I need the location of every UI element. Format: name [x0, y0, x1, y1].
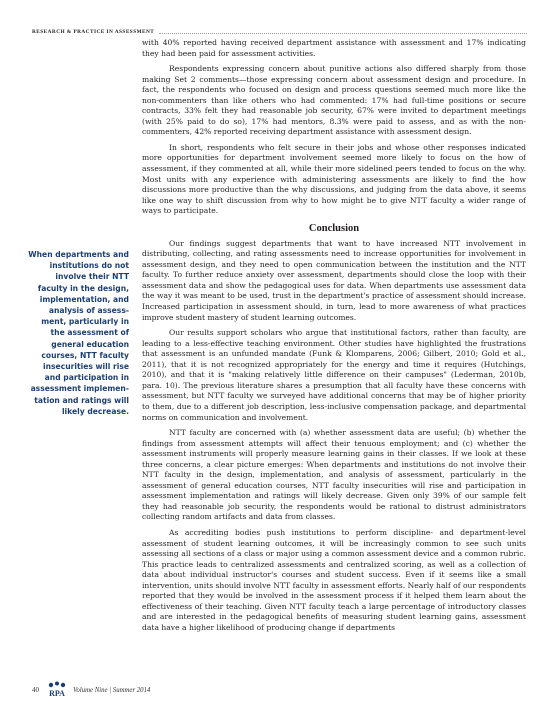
journal-issue: Volume Nine | Summer 2014 — [73, 686, 151, 694]
body-paragraph: NTT faculty are concerned with (a) whether assessment data are useful; (b) whether the findings from assessment attempts will affect their tenuous employment; and (c) whether the assessment instruments will properly measure learning gains in their classes. If we look at these three concerns, a clear picture emerges: When departments and institutions do not involve their NTT faculty in the design, implementation, and analysis of assessment, particularly in the assessment of general education courses, NTT faculty insecurities will rise and participation in assessment implementation and ratings will likely decrease. Given only 39% of our sample felt they had reasonable job security, the respondents would be rational to distrust administrators collecting random artifacts and data from classes. — [142, 428, 526, 522]
body-paragraph: Respondents expressing concern about punitive actions also differed sharply from those making Set 2 comments—those expressing concern about assessment design and procedure. In fact, the respondents who focused on design and process questions seemed much more like the non-commenters than like others who had commented: 17% had full-time positions or secure contracts, 33% felt they had reasonable job security, 67% were invited to department meetings (with 25% paid to do so), 17% had mentors, 8.3% were paid to assess, and as with the non-commenters, 42% reported receiving department assistance with assessment design. — [142, 64, 526, 137]
page-number: 40 — [32, 686, 39, 694]
logo-text: RPA — [49, 689, 65, 698]
rpa-logo-icon — [45, 681, 69, 699]
page-footer — [32, 680, 150, 700]
body-paragraph: In short, respondents who felt secure in their jobs and whose other responses indicated more opportunities for department involvement seemed more likely to focus on the how of assessment, if they commented at all, while their more sidelined peers tended to focus on the why. Most units with any experience with administering assessments are likely to find the how discussions more productive than the why discussions, and judging from the data above, it seems like one way to shift discussion from why to how might be to give NTT faculty a wider range of ways to participate. — [142, 142, 526, 216]
body-paragraph: Our results support scholars who argue that institutional factors, rather than faculty, are leading to a less-effective teaching environment. Other studies have highlighted the frustrations that assessment is an unfunded mandate (Funk & Klomparens, 2006; Gilbert, 2010; Gold et al., 2011), that it is not recognized appropriately for the energy and time it requires (Hutchings, 2010), and that it is "making relatively little difference on their campuses" (Lederman, 2010b, para. 10). The previous literature shares a presumption that all faculty have these concerns with assessment, but NTT faculty we surveyed have additional concerns that may be of higher priority to them, due to a different job description, less-inclusive compensation package, and departmental norms on communication and involvement. — [142, 328, 526, 422]
running-head-title: RESEARCH & PRACTICE IN ASSESSMENT — [32, 29, 155, 35]
body-paragraph: with 40% reported having received department assistance with assessment and 17% indicating they had been paid for assessment activities. — [142, 38, 526, 58]
body-paragraph: As accrediting bodies push institutions to perform discipline- and department-level assessment of student learning outcomes, it will be increasingly common to see such units assessing all sections of a class or major using a common assessment device and a common rubric. This practice leads to centralized assessments and centralized scoring, as well as a collection of data about individual instructor's courses and student success. Even if it seems like a small intervention, units should involve NTT faculty in assessment efforts. Nearly half of our respondents reported that they would be involved in the assessment process if it helped them learn about the effectiveness of their teaching. Given NTT faculty teach a large percentage of introductory classes and are interested in the pedagogical benefits of measuring student learning gains, assessment data have a higher likelihood of producing change if departments — [142, 527, 526, 632]
running-head — [32, 26, 527, 38]
body-paragraph: Our findings suggest departments that want to have increased NTT involvement in distributing, collecting, and rating assessments need to increase opportunities for involvement in assessment design, and they need to open communication between the institution and the NTT faculty. To further reduce anxiety over assessment, departments should close the loop with their assessment data and show the pedagogical uses for data. When departments use assessment data the way it was meant to be used, trust in the department's practice of assessment should increase. Increased participation in assessment should, in turn, lead to more awareness of what practices improve student mastery of student learning outcomes. — [142, 238, 526, 322]
running-head-rule — [159, 33, 527, 34]
section-heading: Conclusion — [308, 222, 360, 234]
article-body — [142, 38, 526, 674]
pull-quote: When departments and institutions do not involve their NTT faculty in the design, implementation, and analysis of assessment, particularly in the assessment of general education courses, NTT faculty insecurities will rise and participation in assessment implementation and ratings will likely decrease. — [28, 250, 129, 416]
